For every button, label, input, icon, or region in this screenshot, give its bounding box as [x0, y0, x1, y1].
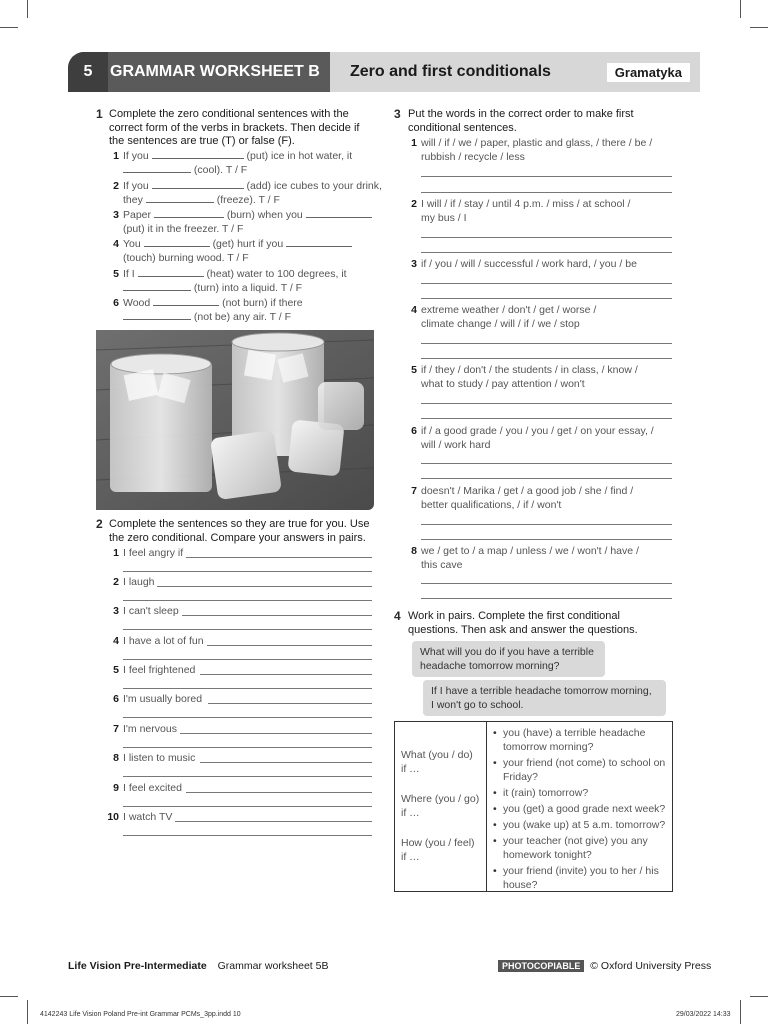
item-number: 1 — [113, 150, 119, 162]
answer-line[interactable] — [421, 478, 672, 479]
answer-line[interactable] — [186, 557, 372, 558]
item-text: climate change / will / if / we / stop — [421, 318, 580, 330]
item-number: 2 — [113, 576, 119, 588]
item-text: I'm usually bored — [123, 693, 203, 705]
answer-line[interactable] — [200, 674, 372, 675]
condition-item: • it (rain) tomorrow? — [493, 786, 668, 800]
item-text: (cool). T / F — [193, 164, 248, 176]
answer-line[interactable] — [421, 252, 672, 253]
item-text: what to study / pay attention / won't — [421, 378, 585, 390]
item-text: my bus / I — [421, 212, 467, 224]
answer-line[interactable] — [421, 192, 672, 193]
starter-text: What (you / do) — [401, 749, 473, 761]
answer-line[interactable] — [182, 615, 372, 616]
question-starter — [401, 792, 486, 820]
starter-text: if … — [401, 807, 420, 819]
starter-text: if … — [401, 763, 420, 775]
item-text: will / if / we / paper, plastic and glass, / there / be / — [421, 137, 653, 149]
item-number: 5 — [113, 268, 119, 280]
bubble-text: If I have a terrible headache tomorrow morning, — [431, 685, 652, 697]
condition-item: • your friend (invite) you to her / his house? — [493, 864, 668, 892]
answer-line[interactable] — [157, 586, 372, 587]
footer-right — [498, 960, 711, 972]
answer-line[interactable] — [421, 583, 672, 584]
starter-text: Where (you / go) — [401, 793, 480, 805]
answer-line[interactable] — [421, 598, 672, 599]
answer-line[interactable] — [180, 733, 372, 734]
item-text: I have a lot of fun — [123, 635, 204, 647]
item-number: 4 — [113, 635, 119, 647]
ex1-number: 1 — [96, 107, 103, 121]
condition-item: • you (get) a good grade next week? — [493, 802, 668, 816]
answer-line[interactable] — [421, 237, 672, 238]
item-number: 6 — [113, 297, 119, 309]
bubble-text: What will you do if you have a terrible — [420, 646, 594, 658]
item-text: (get) hurt if you — [212, 238, 284, 250]
ex4-number: 4 — [394, 609, 401, 623]
item-text: extreme weather / don't / get / worse / — [421, 304, 597, 316]
answer-line[interactable] — [421, 343, 672, 344]
item-number: 2 — [113, 180, 119, 192]
item-number: 1 — [113, 547, 119, 559]
condition-item: • your teacher (not give) you any homework tonight? — [493, 834, 668, 862]
item-text: I watch TV — [123, 811, 173, 823]
answer-line[interactable] — [421, 298, 672, 299]
item-number: 7 — [411, 485, 417, 497]
item-text: Paper — [123, 209, 152, 221]
ex3-item — [411, 544, 681, 572]
ex1-instr-line: Complete the zero conditional sentences with the — [109, 108, 349, 120]
item-number: 5 — [411, 364, 417, 376]
ex4-instr-line: questions. Then ask and answer the questions. — [408, 623, 638, 636]
item-text: I listen to music — [123, 752, 196, 764]
ex3-item — [411, 363, 681, 391]
item-text: (turn) into a liquid. T / F — [193, 282, 303, 294]
item-text: Wood — [123, 297, 151, 309]
print-slug-file: 4142243 Life Vision Poland Pre-int Grammar PCMs_3pp.indd 10 — [40, 1011, 241, 1018]
answer-blank[interactable] — [138, 267, 204, 277]
answer-line[interactable] — [421, 176, 672, 177]
answer-line[interactable] — [123, 747, 372, 748]
item-text: (not burn) if there — [222, 297, 303, 309]
answer-line[interactable] — [207, 645, 372, 646]
condition-item: • your friend (not come) to school on Friday? — [493, 756, 668, 784]
ex3-instr-line: Put the words in the correct order to make first — [408, 108, 634, 120]
item-text: I laugh — [123, 576, 155, 588]
ex2-instr-line: Complete the sentences so they are true for you. Use — [109, 518, 370, 530]
ex3-item — [411, 197, 681, 225]
item-text: I can't sleep — [123, 605, 179, 617]
ex3-instructions — [408, 108, 678, 135]
answer-line[interactable] — [123, 600, 372, 601]
ex1-instructions — [109, 108, 379, 149]
item-number: 3 — [113, 605, 119, 617]
starter-text: How (you / feel) — [401, 837, 475, 849]
ex3-item — [411, 257, 681, 271]
photocopiable-label: PHOTOCOPIABLE — [498, 960, 584, 972]
answer-line[interactable] — [123, 571, 372, 572]
answer-line[interactable] — [123, 688, 372, 689]
answer-blank[interactable] — [123, 163, 191, 173]
ex4-instr-line: Work in pairs. Complete the first conditional — [408, 610, 620, 622]
item-text: doesn't / Marika / get / a good job / she / find / — [421, 485, 634, 497]
item-text: I feel frightened — [123, 664, 196, 676]
ex1-instr-line: correct form of the verbs in brackets. Then decide if — [109, 121, 360, 134]
speech-bubble-answer — [423, 680, 666, 716]
bubble-text: headache tomorrow morning? — [420, 660, 560, 672]
answer-blank[interactable] — [152, 149, 244, 159]
item-number: 7 — [113, 723, 119, 735]
answer-line[interactable] — [421, 524, 672, 525]
question-table — [394, 721, 673, 892]
item-text: this cave — [421, 559, 463, 571]
answer-blank[interactable] — [153, 296, 219, 306]
speech-bubble-question — [412, 641, 605, 677]
item-text: (put) ice in hot water, it — [246, 150, 353, 162]
item-number: 1 — [411, 137, 417, 149]
item-number: 3 — [411, 258, 417, 270]
item-number: 9 — [113, 782, 119, 794]
answer-line[interactable] — [421, 403, 672, 404]
answer-blank[interactable] — [154, 208, 224, 218]
item-number: 8 — [411, 545, 417, 557]
ex1-item — [113, 179, 383, 207]
copyright: © Oxford University Press — [590, 960, 712, 972]
sheet-name: Grammar worksheet 5B — [217, 960, 329, 972]
item-text: (put) it in the freezer. T / F — [123, 223, 244, 235]
ex3-instr-line: conditional sentences. — [408, 121, 517, 134]
item-text: (add) ice cubes to your drink, — [246, 180, 382, 192]
answer-line[interactable] — [421, 358, 672, 359]
ex1-instr-line: the sentences are true (T) or false (F). — [109, 135, 295, 147]
unit-number: 5 — [68, 52, 108, 92]
ice-water-photo — [96, 330, 374, 510]
answer-line[interactable] — [123, 835, 372, 836]
answer-line[interactable] — [123, 717, 372, 718]
item-number: 5 — [113, 664, 119, 676]
item-text: if / they / don't / the students / in class, / know / — [421, 364, 638, 376]
ex3-item — [411, 484, 681, 512]
item-text: If you — [123, 180, 149, 192]
item-text: I'm nervous — [123, 723, 177, 735]
ex1-item — [113, 149, 383, 177]
answer-line[interactable] — [421, 463, 672, 464]
category-badge: Gramatyka — [607, 63, 690, 82]
worksheet-title: GRAMMAR WORKSHEET B — [110, 63, 320, 80]
question-starter — [401, 748, 486, 776]
item-number: 4 — [411, 304, 417, 316]
answer-blank[interactable] — [306, 208, 372, 218]
ice-glasses-illustration — [96, 330, 374, 510]
ex1-item — [113, 296, 383, 324]
ex2-instr-line: the zero conditional. Compare your answers in pairs. — [109, 531, 366, 544]
condition-list — [487, 722, 672, 891]
starter-text: if … — [401, 851, 420, 863]
item-number: 10 — [107, 811, 119, 823]
answer-blank[interactable] — [286, 237, 352, 247]
condition-item: • you (wake up) at 5 a.m. tomorrow? — [493, 818, 668, 832]
item-text: if / a good grade / you / you / get / on your essay, / — [421, 425, 654, 437]
answer-line[interactable] — [123, 806, 372, 807]
item-text: I feel angry if — [123, 547, 184, 559]
item-text: (not be) any air. T / F — [193, 311, 291, 323]
ex2-number: 2 — [96, 517, 103, 531]
topic-title: Zero and first conditionals — [350, 63, 551, 80]
header-left — [68, 52, 330, 92]
ex3-item — [411, 424, 681, 452]
item-number: 2 — [411, 198, 417, 210]
answer-line[interactable] — [123, 629, 372, 630]
ex1-item — [113, 208, 383, 236]
item-text: If you — [123, 150, 149, 162]
header-right — [330, 52, 700, 92]
bubble-text: I won't go to school. — [431, 699, 524, 711]
item-text: (touch) burning wood. T / F — [123, 252, 249, 264]
item-text: will / work hard — [421, 439, 491, 451]
answer-line[interactable] — [208, 703, 372, 704]
item-number: 8 — [113, 752, 119, 764]
ex3-item — [411, 136, 681, 164]
item-text: You — [123, 238, 141, 250]
answer-line[interactable] — [421, 283, 672, 284]
question-starter — [401, 836, 486, 864]
answer-blank[interactable] — [152, 179, 244, 189]
answer-blank[interactable] — [123, 281, 191, 291]
item-text: rubbish / recycle / less — [421, 151, 525, 163]
condition-item: • you (have) a terrible headache tomorrow morning? — [493, 726, 668, 754]
item-text: (freeze). T / F — [216, 194, 280, 206]
answer-line[interactable] — [421, 418, 672, 419]
answer-line[interactable] — [175, 821, 372, 822]
item-text: they — [123, 194, 143, 206]
item-number: 3 — [113, 209, 119, 221]
item-number: 6 — [113, 693, 119, 705]
answer-line[interactable] — [200, 762, 372, 763]
ex3-number: 3 — [394, 107, 401, 121]
answer-line[interactable] — [186, 792, 372, 793]
question-starters — [395, 722, 487, 891]
answer-line[interactable] — [123, 776, 372, 777]
answer-line[interactable] — [123, 659, 372, 660]
ex4-instructions — [408, 610, 678, 637]
item-text: better qualifications, / if / won't — [421, 499, 562, 511]
item-text: I will / if / stay / until 4 p.m. / miss / at school / — [421, 198, 631, 210]
print-slug-date: 29/03/2022 14:33 — [676, 1011, 731, 1018]
item-number: 4 — [113, 238, 119, 250]
book-title: Life Vision Pre-Intermediate — [68, 960, 207, 972]
ex1-item — [113, 237, 383, 265]
item-text: If I — [123, 268, 135, 280]
answer-blank[interactable] — [144, 237, 210, 247]
item-text: (heat) water to 100 degrees, it — [206, 268, 347, 280]
item-text: I feel excited — [123, 782, 182, 794]
ex3-item — [411, 303, 681, 331]
ex2-instructions — [109, 518, 379, 545]
ex1-item — [113, 267, 383, 295]
item-text: we / get to / a map / unless / we / won't / have / — [421, 545, 639, 557]
worksheet-header — [68, 52, 700, 92]
footer-left — [68, 960, 328, 972]
answer-blank[interactable] — [146, 193, 214, 203]
item-number: 6 — [411, 425, 417, 437]
item-text: if / you / will / successful / work hard, / you / be — [421, 258, 637, 270]
answer-blank[interactable] — [123, 310, 191, 320]
answer-line[interactable] — [421, 539, 672, 540]
item-text: (burn) when you — [226, 209, 303, 221]
